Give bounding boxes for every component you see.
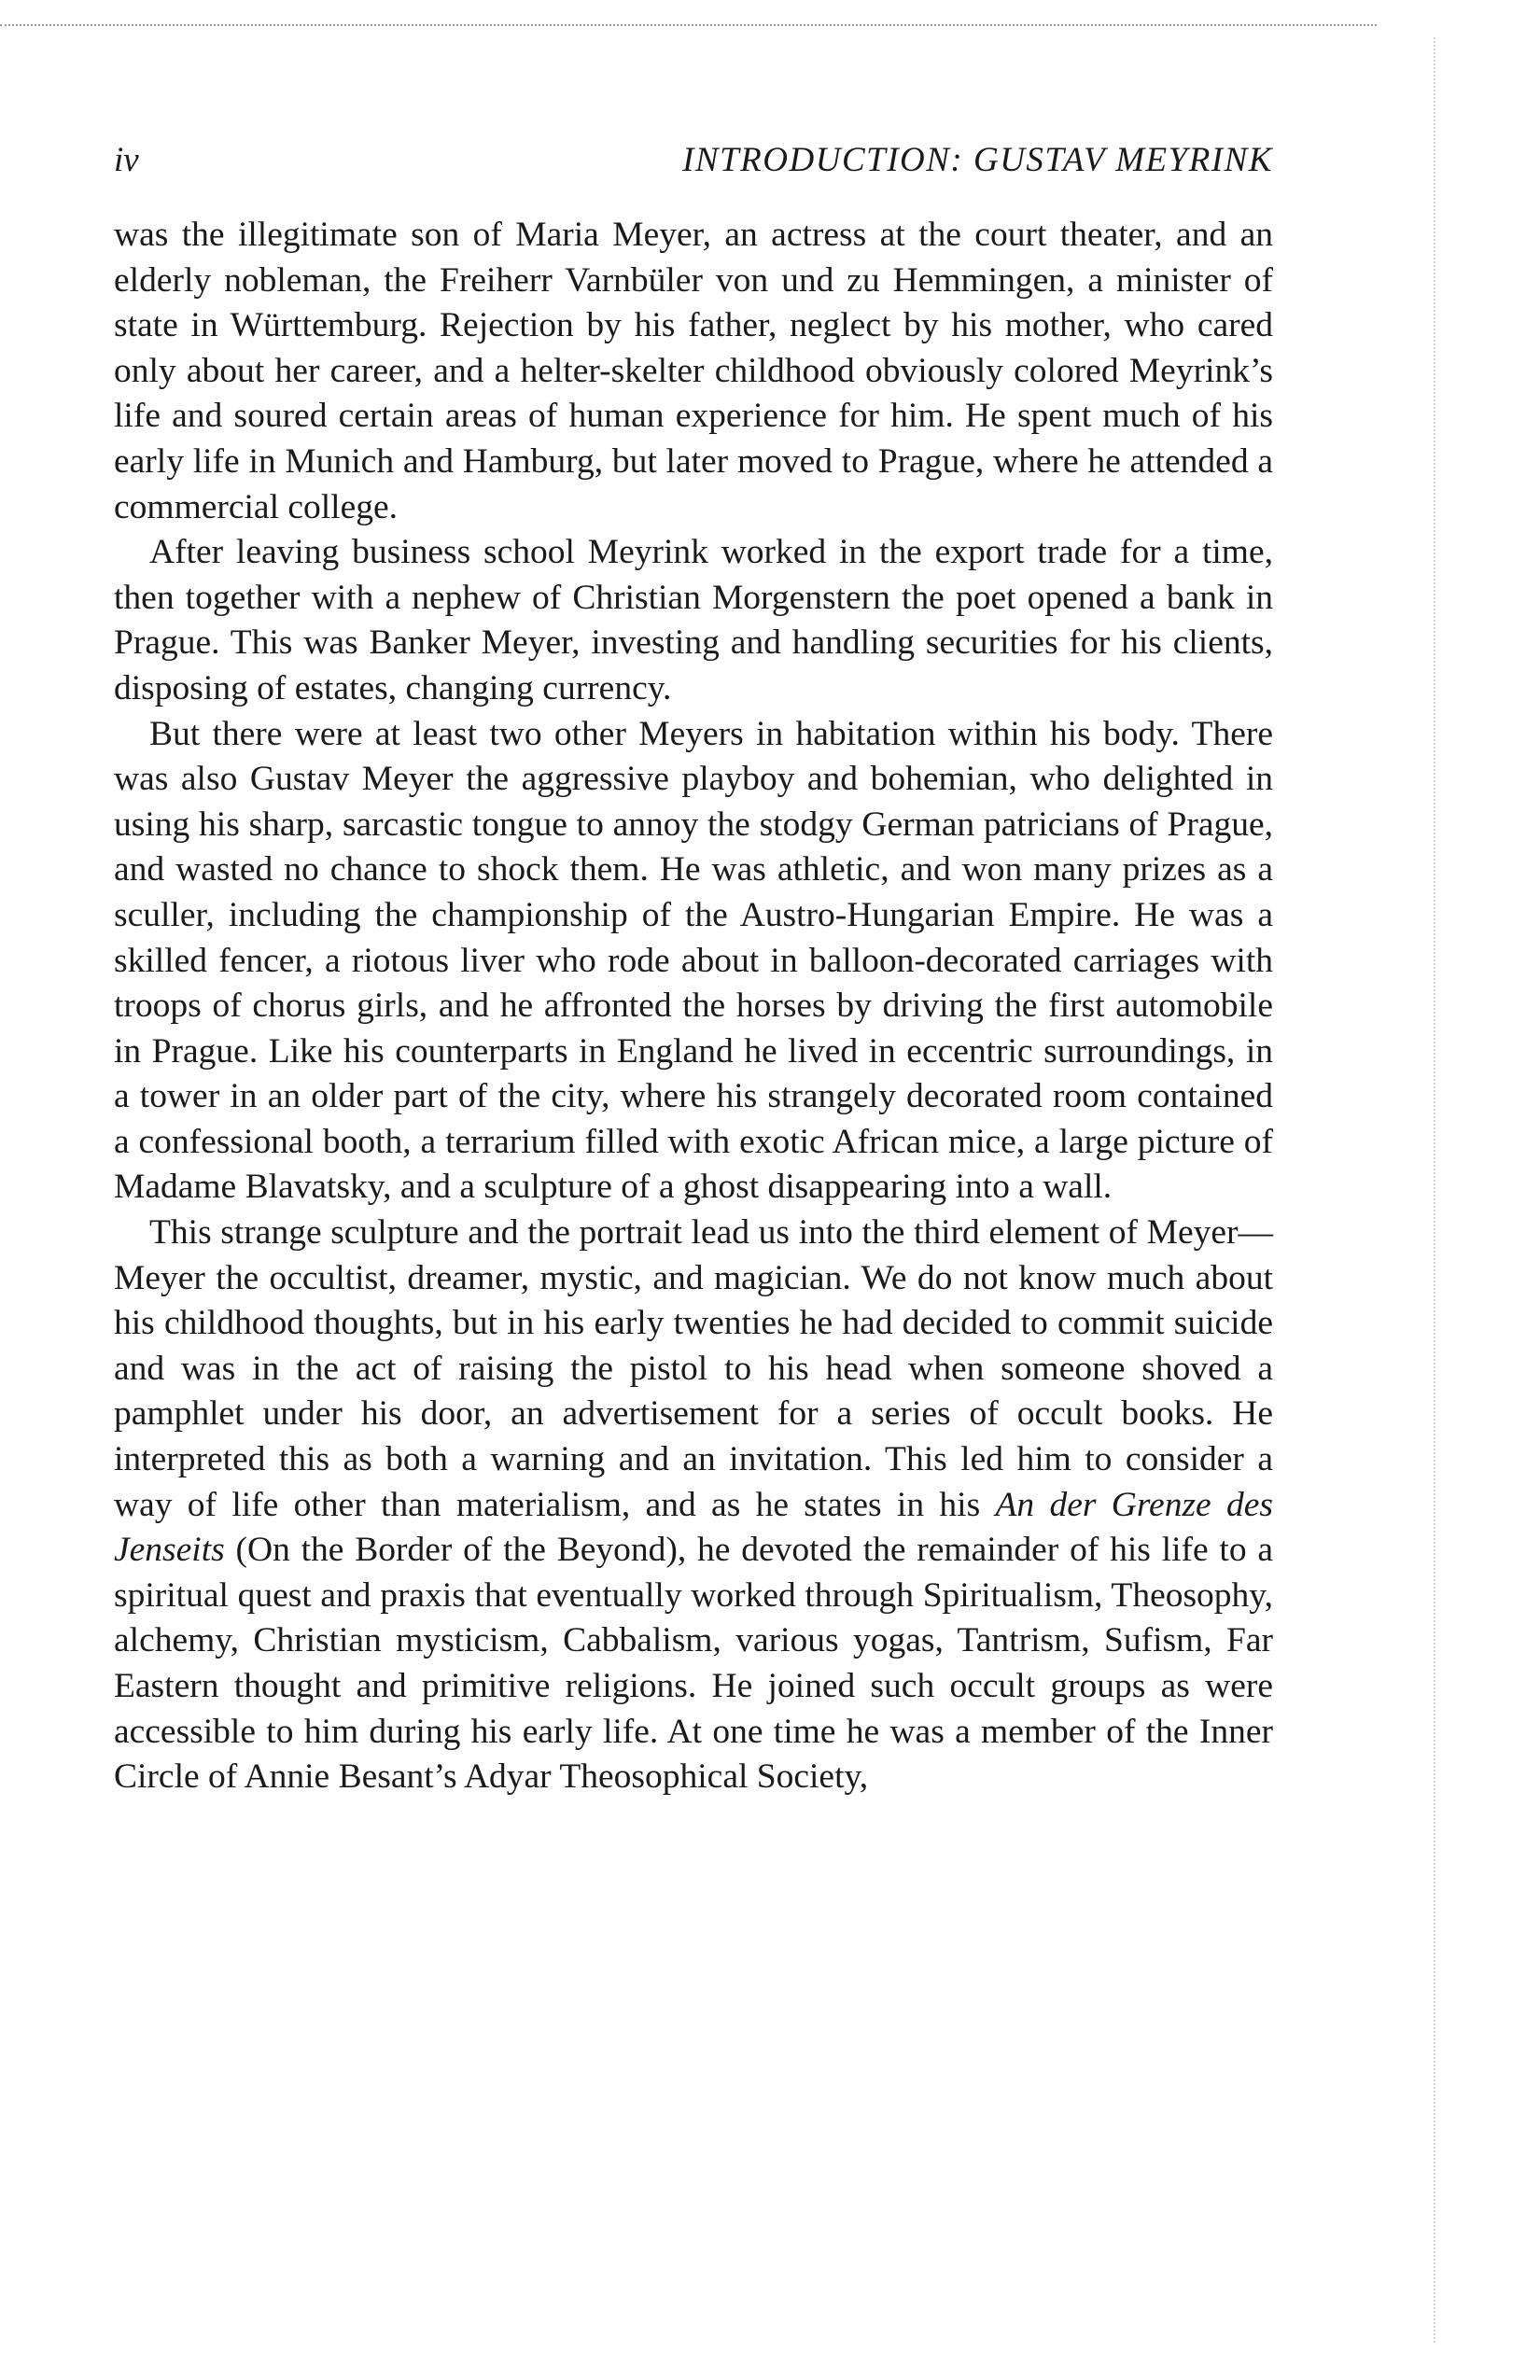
book-page (114, 140, 1273, 1800)
paragraph-4-text-before: This strange sculpture and the portrait lead us into the third element of Meyer—Meyer the occultist, dreamer, mystic, and magician. We do not know much about his childhood thoughts, but in his early twenties he had decided to commit suicide and was in the act of raising the pistol to his head when someone shoved a pamphlet under his door, an advertisement for a series of occult books. He interpreted this as both a warning and an invitation. This led him to consider a way of life other than materialism, and as he states in his (114, 1213, 1273, 1524)
running-head (114, 140, 1273, 196)
paragraph-4-text-after: (On the Border of the Beyond), he devoted the remainder of his life to a spiritual quest and praxis that eventually worked through Spiritualism, Theosophy, alchemy, Christian mysticism, Cabbalism, various yogas, Tantrism, Sufism, Far Eastern thought and primitive religions. He joined such occult groups as were accessible to him during his early life. At one time he was a member of the Inner Circle of Annie Besant’s Adyar Theosophical Society, (114, 1531, 1273, 1797)
page-number: iv (114, 141, 139, 179)
running-title: INTRODUCTION: GUSTAV MEYRINK (682, 141, 1273, 179)
paragraph-1: was the illegitimate son of Maria Meyer, an actress at the court theater, and an elderly nobleman, the Freiherr Varnbüler von und zu Hemmingen, a minister of state in Württemburg. Rejection by his father, neglect by his mother, who cared only about her career, and a helter-skelter childhood obviously colored Meyrink’s life and soured certain areas of human experience for him. He spent much of his early life in Munich and Hamburg, but later moved to Prague, where he attended a commercial college. (114, 216, 1273, 526)
top-edge-rule (0, 24, 1377, 26)
paragraph-3: But there were at least two other Meyers in habitation within his body. There was also Gustav Meyer the aggressive playboy and bohemian, who delighted in using his sharp, sarcastic tongue to annoy the stodgy German patricians of Prague, and wasted no chance to shock them. He was athletic, and won many prizes as a sculler, including the championship of the Austro-Hungarian Empire. He was a skilled fencer, a riotous liver who rode about in balloon-decorated carriages with troops of chorus girls, and he affronted the horses by driving the first automobile in Prague. Like his counterparts in England he lived in eccentric surroundings, in a tower in an older part of the city, where his strangely decorated room contained a confessional booth, a terrarium filled with exotic African mice, a large picture of Madame Blavatsky, and a sculpture of a ghost disappearing into a wall. (114, 714, 1273, 1207)
book-title-an-der-grenze: An der Grenze des Jenseits (114, 1485, 1273, 1570)
paragraph-2: After leaving business school Meyrink worked in the export trade for a time, then together with a nephew of Christian Morgenstern the poet opened a bank in Prague. This was Banker Meyer, investing and handling securities for his clients, disposing of estates, changing currency. (114, 533, 1273, 707)
right-edge-rule (1434, 37, 1435, 2343)
paragraph-4 (114, 1211, 1273, 1800)
body-text (114, 213, 1273, 1800)
